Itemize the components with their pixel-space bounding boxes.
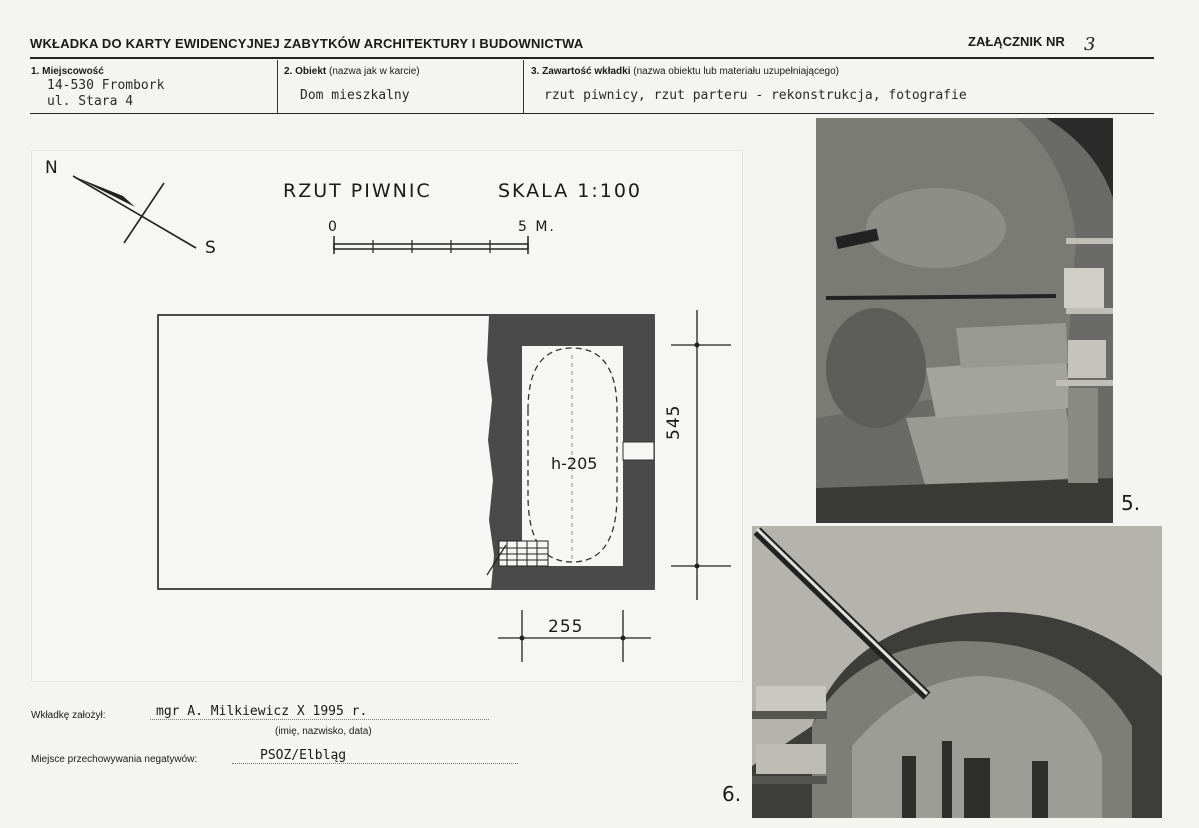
photo-6-number: 6. [722,782,742,806]
locality-value-line2: ul. Stara 4 [47,94,134,109]
locality-value-line1: 14-530 Frombork [47,78,165,93]
field-divider-1 [277,60,278,114]
photo-5-cellar-stairs [816,118,1113,523]
storage-value: PSOZ/Elbląg [232,748,518,764]
scale-end-label: 5 M. [518,219,556,235]
annex-label: ZAŁĄCZNIK NR [968,34,1065,49]
window-opening [623,442,654,460]
annex-number: 3 [1084,34,1096,55]
scale-bar [334,236,528,254]
storage-label: Miejsce przechowywania negatywów: [31,754,198,765]
content-value: rzut piwnicy, rzut parteru - rekonstrukcja, fotografie [544,88,967,103]
author-hint: (imię, nazwisko, data) [275,726,372,737]
fields-rule [30,113,1154,114]
plan-scale: SKALA 1:100 [498,180,642,202]
author-value: mgr A. Milkiewicz X 1995 r. [150,704,489,720]
north-label: N [45,158,60,178]
content-label: 3. Zawartość wkładki (nazwa obiektu lub materiału uzupełniającego) [531,66,839,77]
photo-5-number: 5. [1121,491,1141,515]
document-title: WKŁADKA DO KARTY EWIDENCYJNEJ ZABYTKÓW ARCHITEKTURY I BUDOWNICTWA [30,36,584,51]
south-label: S [205,238,218,258]
dimension-545-label: 545 [664,404,684,440]
photo-6-cellar-vault [752,526,1162,818]
dimension-vertical [671,310,731,600]
author-label: Wkładkę założył: [31,710,106,721]
dimension-255-label: 255 [548,617,584,637]
photo-6-image [752,526,1162,818]
field-divider-2 [523,60,524,114]
north-arrow-icon [73,176,196,248]
header-rule [30,57,1154,59]
object-value: Dom mieszkalny [300,88,410,103]
plan-title: RZUT PIWNIC [283,180,432,202]
photo-5-image [816,118,1113,523]
cellar-plan-svg [31,150,741,680]
object-label: 2. Obiekt (nazwa jak w karcie) [284,66,420,77]
locality-label: 1. Miejscowość [31,66,104,77]
height-label: h-205 [551,454,598,473]
scale-start-label: 0 [328,219,339,235]
